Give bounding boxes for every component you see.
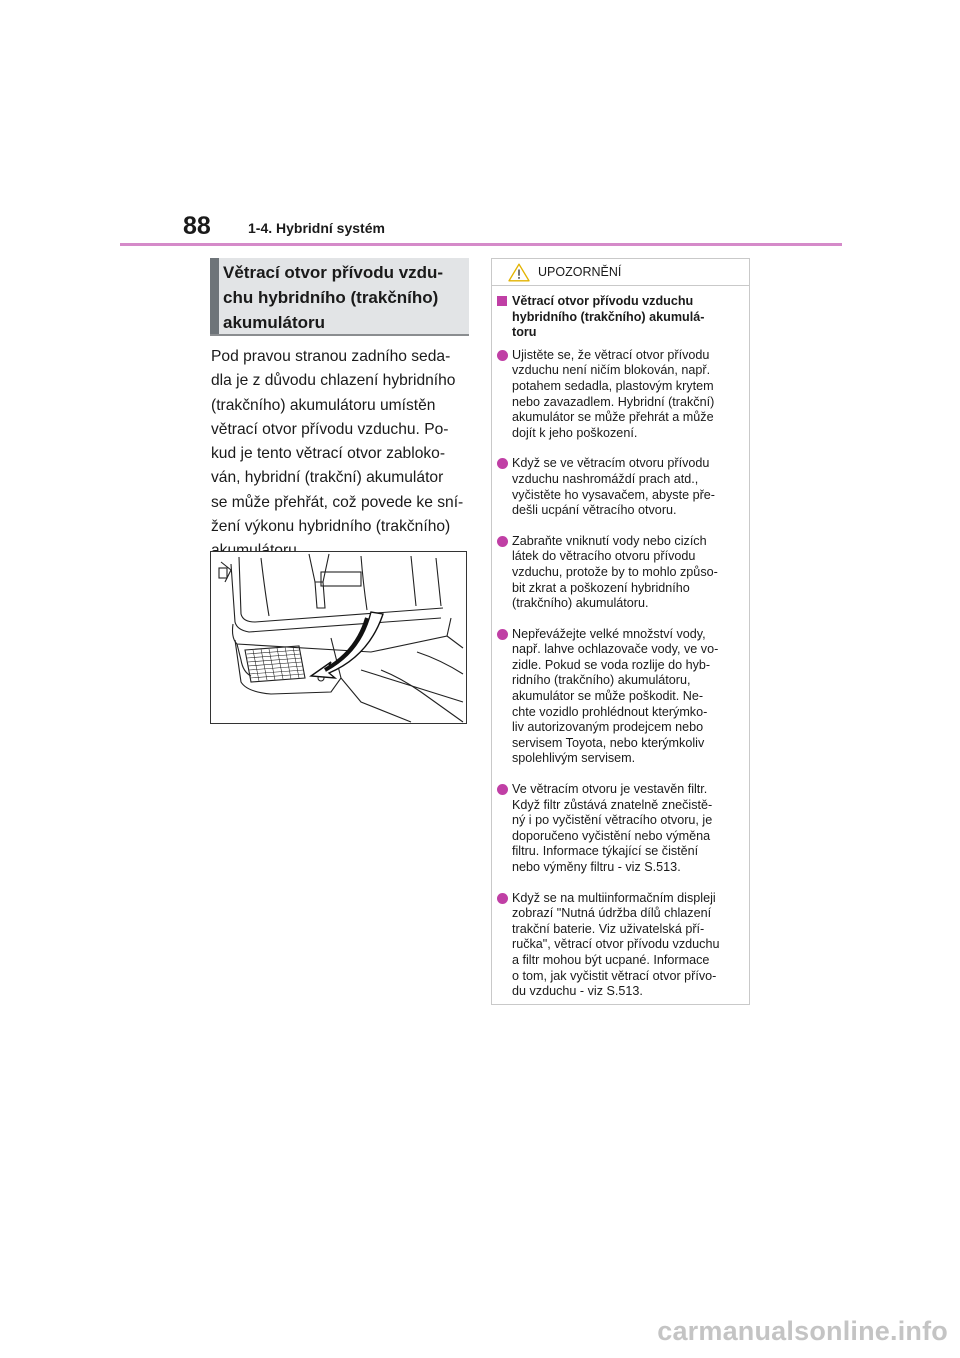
caution-item-line: vzduchu, protože by to mohlo způso- [512,564,718,579]
caution-item-line: nebo zavazadlem. Hybridní (trakční) [512,394,715,409]
body-line: větrací otvor přívodu vzduchu. Po- [211,420,449,438]
caution-item-line: Když filtr zůstává znatelně znečistě- [512,797,713,812]
caution-body [496,294,748,1000]
caution-item-line: vyčistěte ho vysavačem, abyste pře- [512,487,715,502]
body-line: Pod pravou stranou zadního seda- [211,348,451,365]
caution-item-line: nebo výměny filtru - viz S.513. [512,860,681,874]
caution-item-line: Ujistěte se, že větrací otvor přívodu [512,347,710,362]
caution-item-line: dojít k jeho poškození. [512,425,638,440]
page-header [0,0,960,250]
caution-item-line: ridního (trakčního) akumulátoru, [512,673,691,688]
caution-header [492,259,749,286]
caution-heading-line: Větrací otvor přívodu vzduchu [512,294,694,308]
caution-item [496,891,748,1000]
caution-heading-line: toru [512,325,537,340]
caution-item-line: chte vozidlo prohlédnout kterýmko- [512,704,708,719]
caution-heading [496,294,748,341]
round-bullet-icon [497,350,508,361]
caution-item-line: vzduchu není ničím blokován, např. [512,363,711,378]
caution-item-line: Když se na multiinformačním displeji [512,890,716,905]
caution-item-line: servisem Toyota, nebo kterýmkoliv [512,735,705,750]
section-title-line: Větrací otvor přívodu vzdu- [223,263,444,282]
section-title [223,260,467,335]
caution-item-line: a filtr mohou být ucpané. Informace [512,952,710,967]
caution-item-line: (trakčního) akumulátoru. [512,596,649,611]
caution-item-line: akumulátor se může přehrát a může [512,410,714,425]
caution-item [496,627,748,767]
body-line: kud je tento větrací otvor zabloko- [211,445,446,463]
caution-item-line: akumulátor se může poškodit. Ne- [512,689,704,704]
section-title-line: akumulátoru [223,313,326,332]
caution-item-line: vzduchu nashromáždí prach atd., [512,471,699,486]
round-bullet-icon [497,784,508,795]
square-bullet-icon [497,296,507,306]
section-heading-box [210,258,469,336]
caution-label: UPOZORNĚNÍ [538,265,622,279]
warning-triangle-icon [508,263,530,287]
caution-item [496,534,748,612]
body-line: se může přehřát, což povede ke sní- [211,493,464,511]
round-bullet-icon [497,629,508,640]
caution-box [491,258,750,1005]
caution-item-line: např. lahve ochlazovače vody, ve vo- [512,642,719,657]
caution-item-line: ný i po vyčistění větracího otvoru, je [512,813,713,828]
section-heading-bar [210,258,219,334]
section-title-line: chu hybridního (trakčního) [223,288,439,307]
caution-item-line: potahem sedadla, plastovým krytem [512,378,714,393]
caution-heading-line: hybridního (trakčního) akumulá- [512,309,705,324]
caution-item-line: Když se ve větracím otvoru přívodu [512,456,710,471]
caution-item-line: látek do větracího otvoru přívodu [512,549,696,564]
caution-item-line: spolehlivým servisem. [512,751,636,766]
body-line: (trakčního) akumulátoru umístěn [211,396,436,414]
caution-item-line: doporučeno vyčistění nebo výměna [512,828,711,843]
section-body-text [211,345,473,564]
caution-item-line: zidle. Pokud se voda rozlije do hyb- [512,657,711,672]
round-bullet-icon [497,458,508,469]
page-number: 88 [183,212,211,240]
caution-item-line: o tom, jak vyčistit větrací otvor přívo- [512,968,717,983]
caution-item [496,348,748,442]
body-line: žení výkonu hybridního (trakčního) [211,518,451,536]
caution-item-line: ručka", větrací otvor přívodu vzduchu [512,937,720,952]
round-bullet-icon [497,536,508,547]
body-line: ván, hybridní (trakční) akumulátor [211,469,444,487]
caution-item [496,456,748,518]
air-intake-vent-illustration [210,551,467,724]
header-rule [120,243,842,246]
round-bullet-icon [497,893,508,904]
caution-item-line: Nepřevážejte velké množství vody, [512,626,706,641]
caution-item-line: Zabraňte vniknutí vody nebo cizích [512,533,707,548]
caution-item-line: bit zkrat a poškození hybridního [512,580,690,595]
caution-item-line: trakční baterie. Viz uživatelská pří- [512,921,705,936]
caution-item-line: dešli ucpání větracího otvoru. [512,503,677,518]
caution-item-line: liv autorizovaným prodejcem nebo [512,720,704,735]
caution-item-line: filtru. Informace týkající se čistění [512,844,699,859]
caution-item [496,782,748,876]
caution-item-line: du vzduchu - viz S.513. [512,984,643,999]
watermark[interactable]: carmanualsonline.info [657,1316,948,1346]
caution-item-line: zobrazí "Nutná údržba dílů chlazení [512,906,712,921]
chapter-title: 1-4. Hybridní systém [248,220,385,236]
body-line: dla je z důvodu chlazení hybridního [211,372,456,390]
caution-item-line: Ve větracím otvoru je vestavěn filtr. [512,782,708,797]
